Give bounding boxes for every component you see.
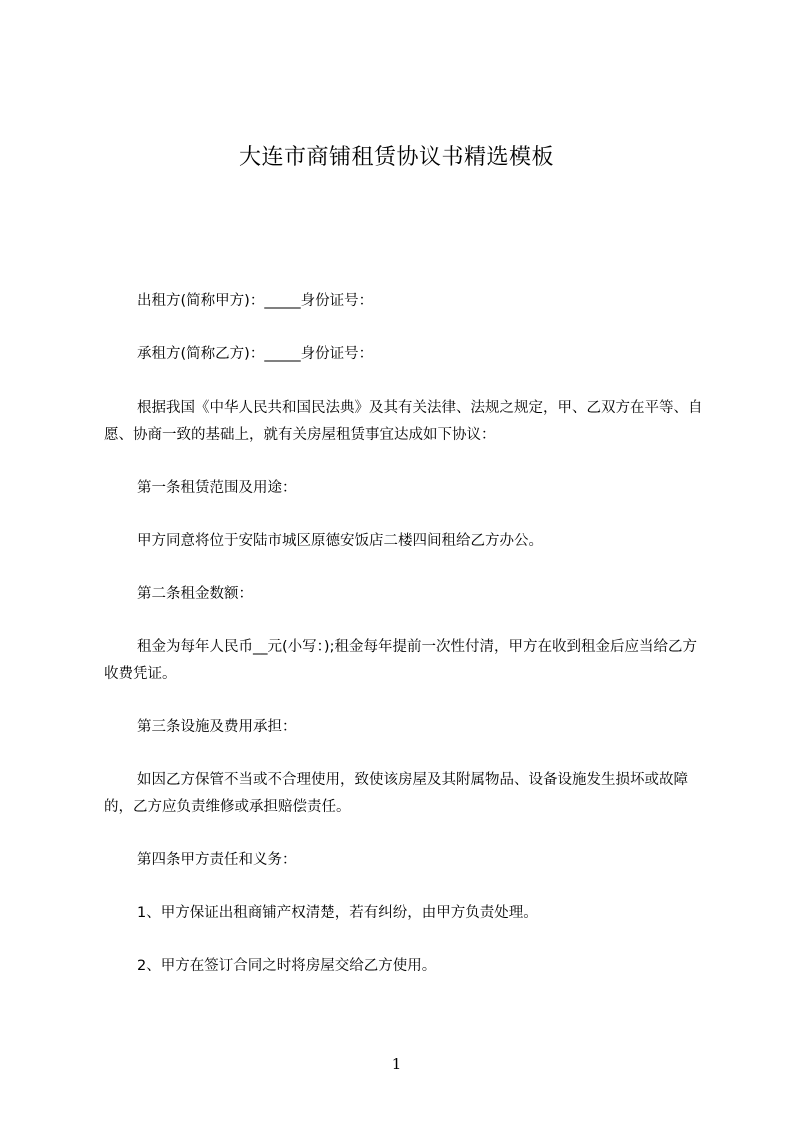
preamble-paragraph: 根据我国《中华人民共和国民法典》及其有关法律、法规之规定，甲、乙双方在平等、自愿、协商一致的基础上，就有关房屋租赁事宜达成如下协议：: [104, 400, 703, 443]
article-4-heading: 第四条甲方责任和义务：: [137, 852, 297, 868]
article-4-item-2: 2、甲方在签订合同之时将房屋交给乙方使用。: [137, 958, 437, 974]
article-2-body: 租金为每年人民币__元(小写：);租金每年提前一次性付清，甲方在收到租金后应当给乙方收费凭证。: [104, 639, 697, 682]
party-a-line: 出租方(简称甲方)：_____身份证号：: [137, 293, 374, 309]
article-1-heading: 第一条租赁范围及用途：: [137, 480, 297, 496]
page-number: 1: [391, 1055, 402, 1073]
article-3-body: 如因乙方保管不当或不合理使用，致使该房屋及其附属物品、设备设施发生损坏或故障的，乙方应负责维修或承担赔偿责任。: [104, 772, 688, 815]
article-3-heading: 第三条设施及费用承担：: [137, 719, 297, 735]
document-title: 大连市商铺租赁协议书精选模板: [238, 145, 554, 170]
article-4-item-1: 1、甲方保证出租商铺产权清楚，若有纠纷，由甲方负责处理。: [137, 905, 538, 921]
article-2-heading: 第二条租金数额：: [137, 586, 253, 602]
article-1-body: 甲方同意将位于安陆市城区原德安饭店二楼四间租给乙方办公。: [137, 533, 543, 549]
party-b-line: 承租方(简称乙方)：_____身份证号：: [137, 346, 374, 362]
